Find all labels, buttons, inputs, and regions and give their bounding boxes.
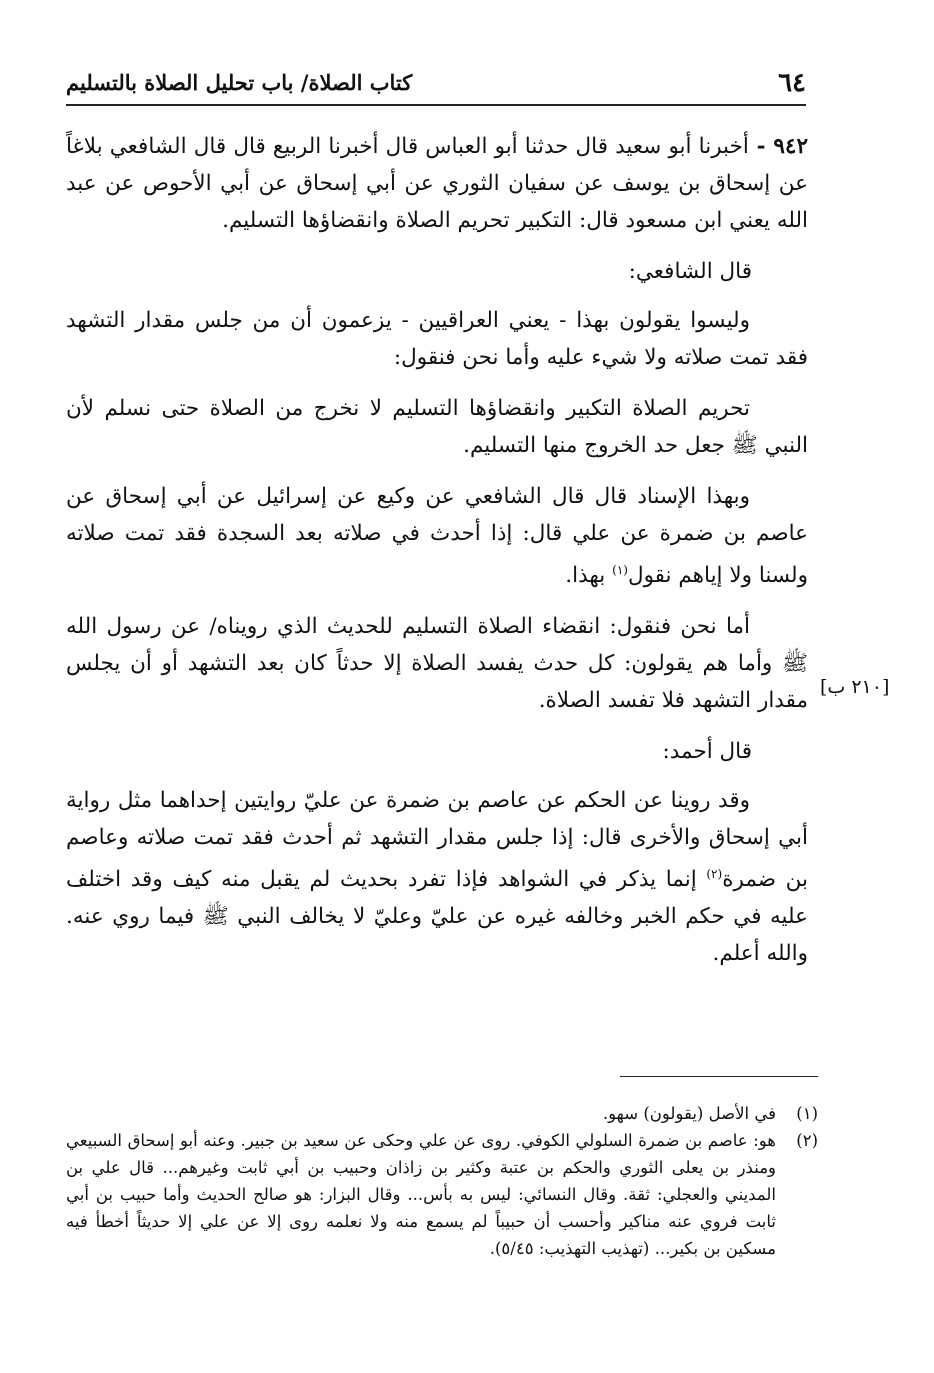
footnote-number: (٢) — [796, 1131, 818, 1150]
hadith-number: ٩٤٢ - — [748, 134, 808, 159]
page-number: ٦٤ — [778, 68, 806, 98]
footnotes — [66, 1100, 818, 1262]
footnote-text: في الأصل (يقولون) سهو. — [602, 1104, 776, 1123]
section-heading: قال أحمد: — [662, 739, 752, 765]
footnote-text: هو: عاصم بن ضمرة السلولي الكوفي. روى عن علي وحكى عن سعيد بن جبير. وعنه أبو إسحاق السبيعي ومنذر بن يعلى الثوري والحكم بن عتبة وكثير بن زاذان وحبيب بن أبي ثابت وغيرهم... قال علي بن المديني والعجلي: ثقة. وقال النسائي: ليس به بأس... وقال البزار: هو صالح الحديث وأما حبيب بن أبي ثابت فروي عنه مناكير وأحسب أن حبيباً لم يسمع منه ولا نعلمه روى إلا عن علي إلا حديثاً أخطأ فيه مسكين بن بكير... (تهذيب التهذيب: ٥/٤٥). — [66, 1131, 776, 1258]
footnote — [66, 1100, 818, 1127]
footnote-ref: (١) — [612, 563, 628, 577]
paragraph: تحريم الصلاة التكبير وانقضاؤها التسليم لا نخرج من الصلاة حتى نسلم لأن النبي ﷺ جعل حد الخروج منها التسليم. — [66, 396, 808, 458]
hadith-942 — [66, 128, 808, 239]
paragraph-text-end: إنما يذكر في الشواهد فإذا تفرد بحديث لم يقبل منه كيف وقد اختلف عليه في حكم الخبر وخالفه غيره عن عليّ وعليّ لا يخالف النبي ﷺ فيما روي عنه. والله أعلم. — [66, 867, 808, 967]
paragraph: وليسوا يقولون بهذا - يعني العراقيين - يزعمون أن من جلس مقدار التشهد فقد تمت صلاته ولا شيء عليه وأما نحن فنقول: — [66, 308, 808, 370]
main-text — [66, 128, 808, 986]
footnote-number: (١) — [796, 1104, 818, 1123]
paragraph-text: وقد روينا عن الحكم عن عاصم بن ضمرة عن عليّ روايتين إحداهما مثل رواية أبي إسحاق والأخرى قال: إذا جلس مقدار التشهد ثم أحدث فقد تمت صلاته وعاصم بن ضمرة — [66, 788, 809, 893]
manuscript-folio-note: [٢١٠ ب] — [820, 676, 890, 698]
paragraph: أما نحن فنقول: انقضاء الصلاة التسليم للحديث الذي رويناه/ عن رسول الله ﷺ وأما هم يقولون: كل حدث يفسد الصلاة إلا حدثاً كان بعد التشهد أو أن يجلس مقدار التشهد فلا تفسد الصلاة. — [66, 614, 808, 714]
footnote — [66, 1127, 818, 1262]
footnote-divider — [620, 1076, 818, 1077]
running-title: كتاب الصلاة/ باب تحليل الصلاة بالتسليم — [66, 70, 413, 95]
footnote-ref: (٢) — [706, 867, 723, 882]
page-header — [66, 64, 806, 106]
section-heading: قال الشافعي: — [628, 259, 752, 284]
paragraph-text-end: بهذا. — [565, 563, 613, 589]
paragraph-text: أخبرنا أبو سعيد قال حدثنا أبو العباس قال أخبرنا الربيع قال قال الشافعي بلاغاً عن إسحاق بن يوسف عن سفيان الثوري عن أبي إسحاق عن أبي الأحوص عن عبد الله يعني ابن مسعود قال: التكبير تحريم الصلاة وانقضاؤها التسليم. — [66, 134, 808, 233]
paragraph — [66, 782, 808, 972]
paragraph-text: وبهذا الإسناد قال قال الشافعي عن وكيع عن إسرائيل عن أبي إسحاق عن عاصم بن ضمرة عن علي قال: إذا أحدث في صلاته بعد السجدة فقد تمت صلاته ولسنا ولا إياهم نقول — [66, 484, 808, 589]
paragraph — [66, 478, 808, 594]
